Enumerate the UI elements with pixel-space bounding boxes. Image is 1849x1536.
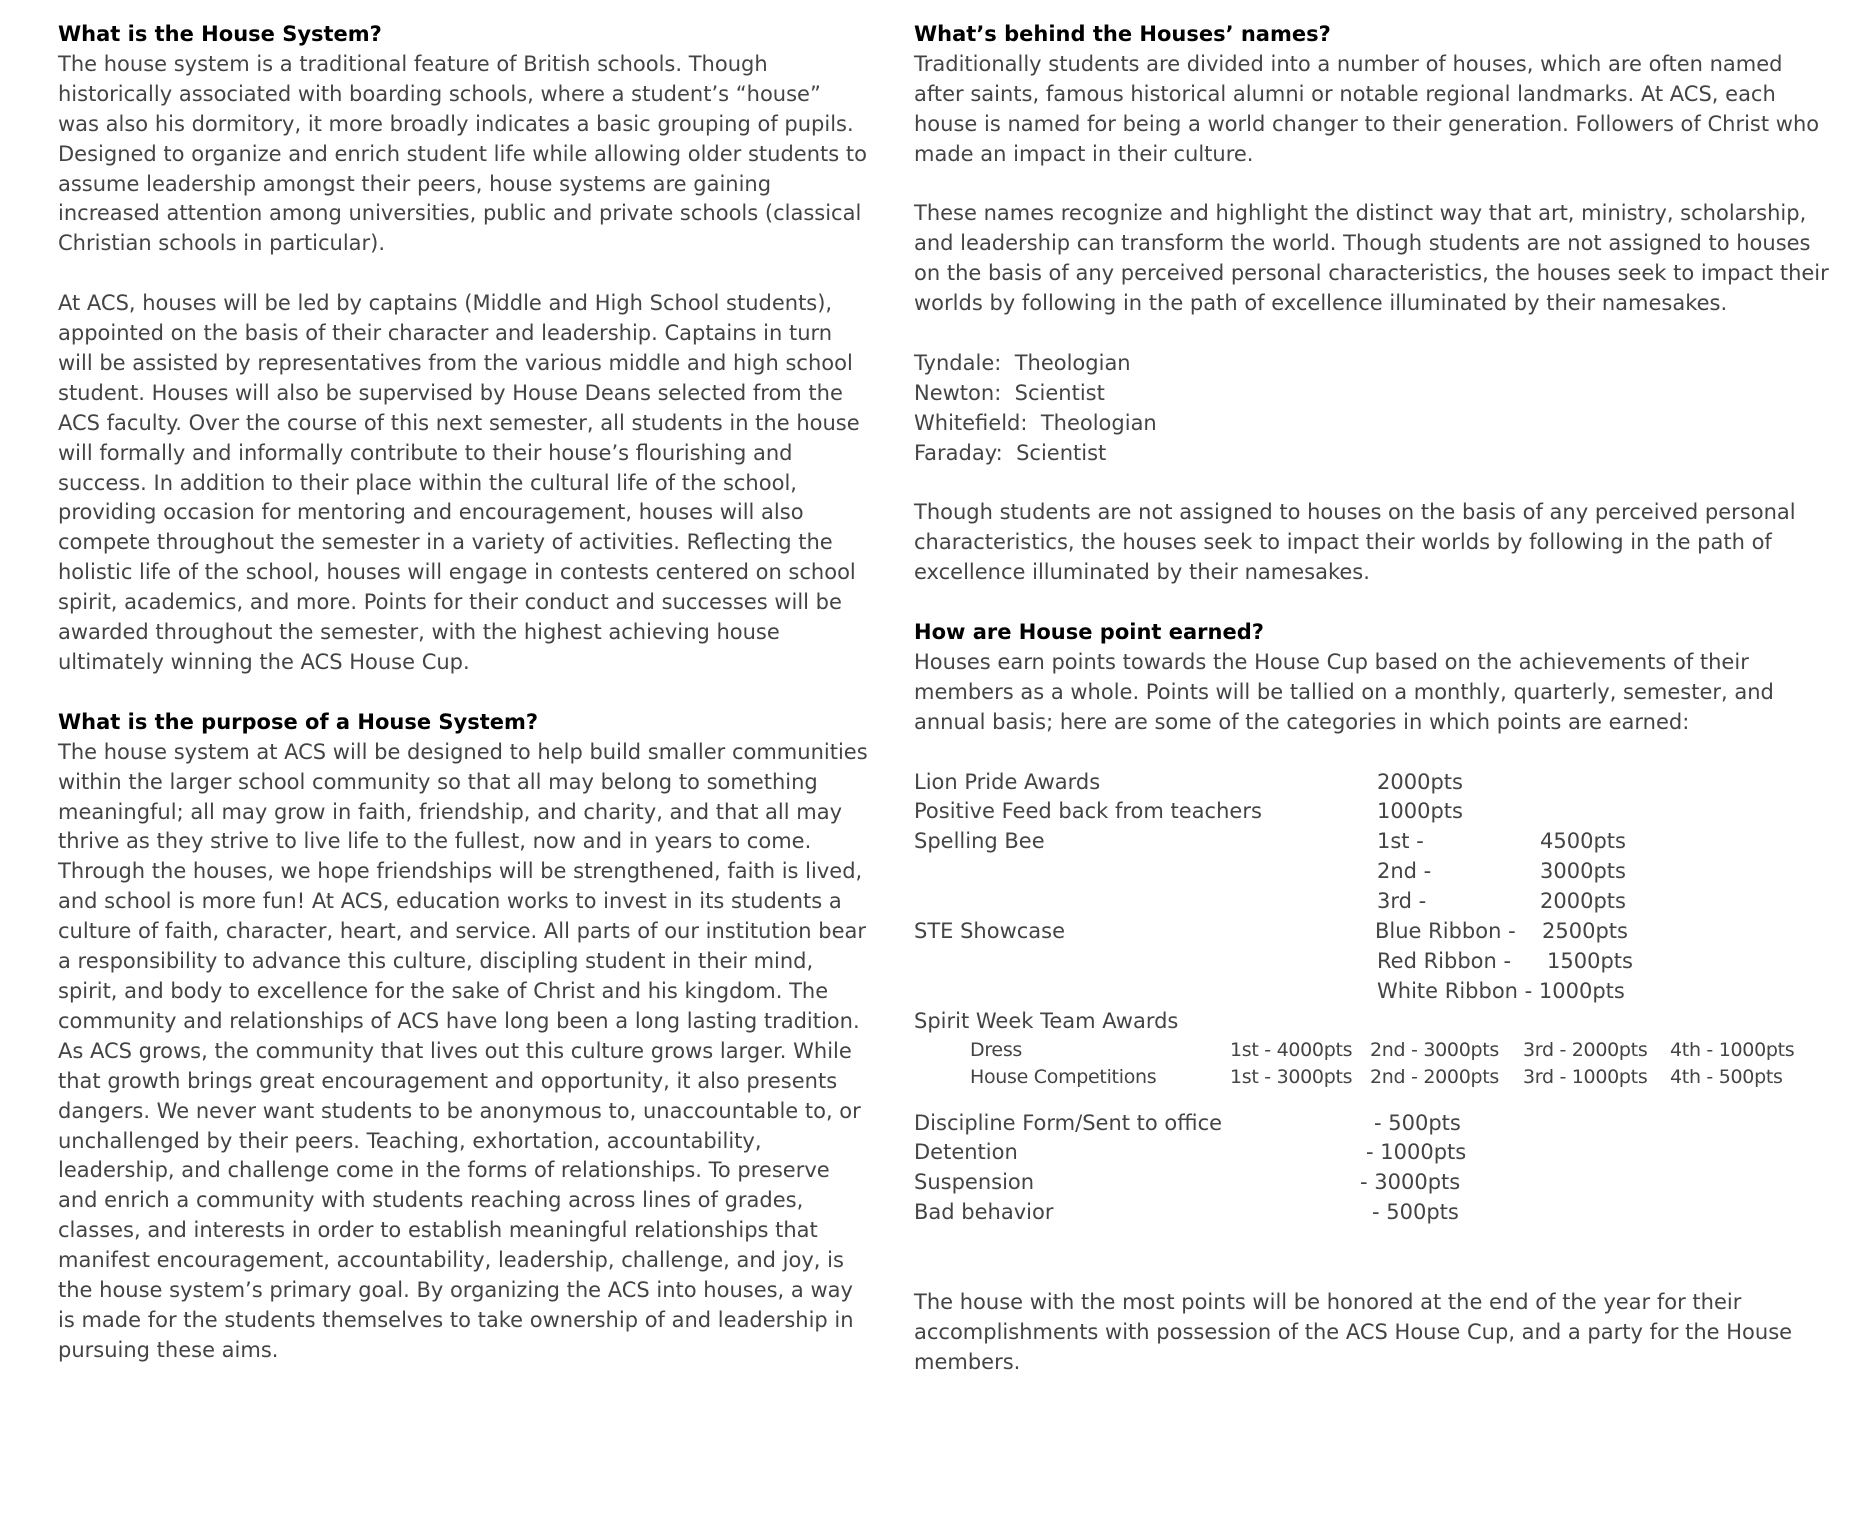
paragraph-house-leadership: At ACS, houses will be led by captains (Middle and High School students), appointed on the basis of their character and leadership. Captains in turn will be assisted by representatives from the various middle and high school student. Houses will also be supervised by House Deans selected from the ACS faculty. Over the course of this next semester, all students in the house will formally and informally contribute to their house’s flourishing and success. In addition to their place within the cultural life of the school, providing occasion for mentoring and encouragement, houses will also compete throughout the semester in a variety of activities. Reflecting the holistic life of the school, houses will engage in contests centered on school spirit, academics, and more. Points for their conduct and successes will be awarded throughout the semester, with the highest achieving house ultimately winning the ACS House Cup.	[58, 291, 860, 675]
paragraph-purpose: The house system at ACS will be designed to help build smaller communities within the larger school community so that all may belong to something meaningful; all may grow in faith, friendship, and charity, and that all may thrive as they strive to live life to the fullest, now and in years to come. Through the houses, we hope friendships will be strengthened, faith is lived, and school is more fun! At ACS, education works to invest in its students a culture of faith, character, heart, and service. All parts of our institution bear a responsibility to advance this culture, discipling student in their mind, spirit, and body to excellence for the sake of Christ and his kingdom. The community and relationships of ACS have long been a long lasting tradition. As ACS grows, the community that lives out this culture grows larger. While that growth brings great encouragement and opportunity, it also presents dangers. We never want students to be anonymous to, unaccountable to, or unchallenged by their peers. Teaching, exhortation, accountability, leadership, and challenge come in the forms of relationships. To preserve and enrich a community with students reaching across lines of grades, classes, and interests in order to establish meaningful relationships that manifest encouragement, accountability, leadership, challenge, and joy, is the house system’s primary goal. By organizing the ACS into houses, a way is made for the students themselves to take ownership of and leadership in pursuing these aims.	[58, 739, 868, 1362]
spirit-label: Dress	[970, 1038, 1023, 1061]
paragraph-house-cup: The house with the most points will be honored at the end of the year for their accomplishments with possession of the ACS House Cup, and a party for the House members.	[914, 1290, 1793, 1374]
points-row	[914, 827, 1834, 857]
points-value: 4th - 500pts	[1670, 1065, 1783, 1088]
place-label: White Ribbon - 1000pts	[1377, 978, 1625, 1003]
points-row	[914, 917, 1834, 947]
points-value: 4500pts	[1540, 829, 1626, 854]
points-row	[914, 947, 1834, 977]
category-label: Detention	[914, 1140, 1018, 1165]
left-column	[58, 20, 868, 1366]
paragraph-house-system-intro: The house system is a traditional feature of British schools. Though historically associated with boarding schools, where a student’s “house” was also his dormitory, it more broadly indicates a basic grouping of pupils. Designed to organize and enrich student life while allowing older students to assume leadership amongst their peers, house systems are gaining increased attention among universities, public and private schools (classical Christian schools in particular).	[58, 51, 867, 256]
penalty-row	[914, 1109, 1834, 1139]
points-row	[914, 797, 1834, 827]
points-value: 1000pts	[1377, 799, 1463, 824]
place-label: Red Ribbon -	[1377, 948, 1512, 973]
heading-house-names: What’s behind the Houses’ names?	[914, 22, 1331, 46]
points-value: 2000pts	[1377, 769, 1463, 794]
house-item: Tyndale: Theologian	[914, 350, 1131, 375]
paragraph-names-recognize: These names recognize and highlight the distinct way that art, ministry, scholarship, and leadership can transform the world. Though students are not assigned to houses on the basis of any perceived personal characteristics, the houses seek to impact their worlds by following in the path of excellence illuminated by their namesakes.	[914, 201, 1829, 316]
points-value: 2nd - 3000pts	[1370, 1038, 1499, 1061]
category-label: Spirit Week Team Awards	[914, 1008, 1179, 1033]
points-value: - 500pts	[1374, 1110, 1461, 1135]
points-row	[914, 768, 1834, 798]
place-label: 3rd -	[1377, 889, 1427, 914]
house-item: Faraday: Scientist	[914, 440, 1107, 465]
paragraph-points-intro: Houses earn points towards the House Cup based on the achievements of their members as a whole. Points will be tallied on a monthly, quarterly, semester, and annual basis; here are some of the categories in which points are earned:	[914, 649, 1774, 734]
points-value: - 3000pts	[1360, 1170, 1461, 1195]
spirit-row	[914, 1064, 1834, 1091]
house-list	[914, 349, 1834, 469]
heading-points-earned: How are House point earned?	[914, 620, 1264, 645]
category-label: Suspension	[914, 1170, 1035, 1195]
points-value: - 500pts	[1372, 1200, 1459, 1225]
category-label: Bad behavior	[914, 1200, 1054, 1225]
right-column	[914, 20, 1834, 1378]
house-item: Newton: Scientist	[914, 380, 1105, 405]
category-label: STE Showcase	[914, 919, 1066, 944]
points-row	[914, 857, 1834, 887]
points-value: 3000pts	[1540, 859, 1626, 884]
heading-what-is-house-system: What is the House System?	[58, 22, 382, 46]
category-label: Discipline Form/Sent to office	[914, 1110, 1223, 1135]
spirit-label: House Competitions	[970, 1065, 1157, 1088]
points-value: 4th - 1000pts	[1670, 1038, 1795, 1061]
place-label: 1st -	[1377, 829, 1424, 854]
points-row	[914, 977, 1834, 1007]
points-value: - 1000pts	[1366, 1140, 1467, 1165]
points-value: 3rd - 2000pts	[1523, 1038, 1648, 1061]
points-table	[914, 768, 1834, 1229]
points-row	[914, 1007, 1834, 1037]
place-label: 2nd -	[1377, 859, 1432, 884]
spirit-row	[914, 1037, 1834, 1064]
points-value: 2000pts	[1540, 889, 1626, 914]
penalty-row	[914, 1168, 1834, 1198]
penalty-row	[914, 1138, 1834, 1168]
points-value: 1st - 3000pts	[1230, 1065, 1353, 1088]
points-value: 1500pts	[1547, 948, 1633, 973]
house-item: Whitefield: Theologian	[914, 410, 1157, 435]
points-row	[914, 887, 1834, 917]
category-label: Spelling Bee	[914, 829, 1045, 854]
paragraph-house-names-intro: Traditionally students are divided into a number of houses, which are often named after saints, famous historical alumni or notable regional landmarks. At ACS, each house is named for being a world changer to their generation. Followers of Christ who made an impact in their culture.	[914, 51, 1820, 166]
place-label: Blue Ribbon -	[1375, 919, 1516, 944]
category-label: Positive Feed back from teachers	[914, 799, 1262, 824]
penalty-row	[914, 1198, 1834, 1228]
category-label: Lion Pride Awards	[914, 769, 1101, 794]
points-value: 1st - 4000pts	[1230, 1038, 1353, 1061]
points-value: 2500pts	[1542, 919, 1628, 944]
heading-purpose: What is the purpose of a House System?	[58, 709, 539, 734]
points-value: 2nd - 2000pts	[1370, 1065, 1499, 1088]
points-value: 3rd - 1000pts	[1523, 1065, 1648, 1088]
paragraph-not-assigned: Though students are not assigned to houses on the basis of any perceived personal characteristics, the houses seek to impact their worlds by following in the path of excellence illuminated by their namesakes.	[914, 500, 1796, 585]
